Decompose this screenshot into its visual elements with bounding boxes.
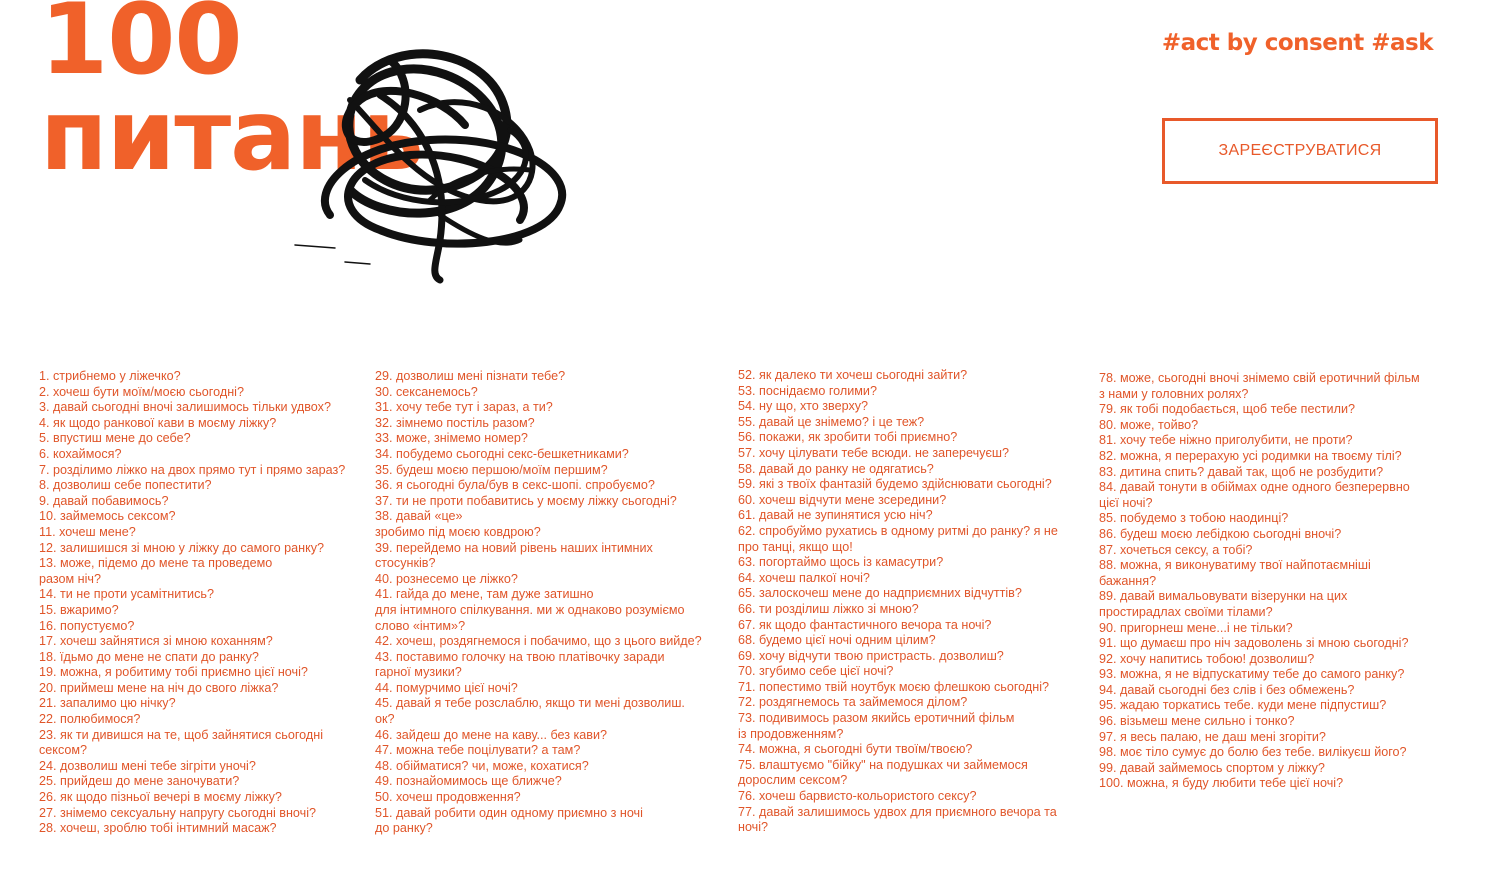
question-line: 34. побудемо сьогодні секс-бешкетниками? <box>375 446 629 461</box>
question-line: 49. познайомимось ще ближче? <box>375 774 562 789</box>
question-line: 47. можна тебе поцілувати? а там? <box>375 743 581 758</box>
question-line: 94. давай сьогодні без слів і без обмежень? <box>1099 682 1355 697</box>
question-line: 43. поставимо голочку на твою платівочку заради <box>375 649 665 664</box>
question-line: 59. які з твоїх фантазій будемо здійснювати сьогодні? <box>738 477 1052 492</box>
question-line: 25. прийдеш до мене заночувати? <box>39 774 240 789</box>
question-line: 100. можна, я буду любити тебе цієї ночі? <box>1099 776 1344 791</box>
question-line: 95. жадаю торкатись тебе. куди мене підпустиш? <box>1099 698 1387 713</box>
question-line: 96. візьмеш мене сильно і тонко? <box>1099 714 1295 729</box>
question-line: 19. можна, я робитиму тобі приємно цієї ночі? <box>39 665 308 680</box>
question-line: 61. давай не зупинятися усю ніч? <box>738 508 933 523</box>
question-line: 75. влаштуємо "бійку" на подушках чи займемося <box>738 757 1028 772</box>
question-line: 6. кохаймося? <box>39 446 122 461</box>
question-line: 33. може, знімемо номер? <box>375 431 528 446</box>
question-line: 1. стрибнемо у ліжечко? <box>39 369 181 383</box>
question-line: 37. ти не проти побавитись у моєму ліжку сьогодні? <box>375 493 677 508</box>
question-line: 74. можна, я сьогодні бути твоїм/твоєю? <box>738 742 973 757</box>
question-line: 14. ти не проти усамітнитись? <box>39 587 214 602</box>
question-line: для інтимного спілкування. ми ж однаково розуміємо <box>375 602 685 617</box>
questions-column-3 <box>738 368 1088 836</box>
question-line: 21. запалимо цю нічку? <box>39 696 176 711</box>
question-line: 63. погортаймо щось із камасутри? <box>738 555 944 570</box>
question-line: 4. як щодо ранкової кави в моєму ліжку? <box>39 415 277 430</box>
question-line: сексом? <box>39 743 88 758</box>
question-line: 15. вжаримо? <box>39 602 119 617</box>
question-line: 54. ну що, хто зверху? <box>738 399 869 414</box>
hashtags: #act by consent #ask <box>1161 30 1433 56</box>
question-line: слово «інтим»? <box>375 618 466 633</box>
question-line: 68. будемо цієї ночі одним цілим? <box>738 633 936 648</box>
question-line: 40. рознесемо це ліжко? <box>375 571 518 586</box>
question-line: 39. перейдемо на новий рівень наших інтимних <box>375 540 653 555</box>
question-line: 17. хочеш зайнятися зі мною коханням? <box>39 634 273 649</box>
question-line: 51. давай робити один одному приємно з ночі <box>375 805 643 820</box>
questions-column-1 <box>39 369 369 837</box>
question-line: 11. хочеш мене? <box>39 524 136 539</box>
question-line: 27. знімемо сексуальну напругу сьогодні вночі? <box>39 805 316 820</box>
question-line: цієї ночі? <box>1099 495 1153 510</box>
question-line: 84. давай тонути в обіймах одне одного безперервно <box>1099 480 1410 495</box>
question-line: 69. хочу відчути твою пристрасть. дозволиш? <box>738 648 1004 663</box>
question-line: 73. подивимось разом якийсь еротичний фільм <box>738 711 1015 726</box>
question-line: 85. побудемо з тобою наодинці? <box>1099 511 1289 526</box>
question-line: 93. можна, я не відпускатиму тебе до самого ранку? <box>1099 667 1405 682</box>
question-line: 62. спробуймо рухатись в одному ритмі до ранку? я не <box>738 523 1058 538</box>
question-line: 55. давай це знімемо? і це теж? <box>738 414 925 429</box>
question-line: разом ніч? <box>39 571 101 586</box>
question-line: з нами у головних ролях? <box>1099 386 1249 401</box>
question-line: 8. дозволиш себе попестити? <box>39 478 212 493</box>
question-line: 87. хочеться сексу, а тобі? <box>1099 542 1253 557</box>
question-line: 89. давай вимальовувати візерунки на цих <box>1099 589 1348 604</box>
question-line: 32. зімнемо постіль разом? <box>375 415 535 430</box>
question-line: 80. може, тойво? <box>1099 417 1199 432</box>
question-line: 13. може, підемо до мене та проведемо <box>39 556 273 571</box>
question-line: 81. хочу тебе ніжно приголубити, не проти? <box>1099 433 1353 448</box>
question-line: бажання? <box>1099 573 1157 588</box>
question-line: 57. хочу цілувати тебе всюди. не заперечуєш? <box>738 445 1009 460</box>
question-line: 90. пригорнеш мене...і не тільки? <box>1099 620 1293 635</box>
scribble-illustration <box>290 40 580 285</box>
question-line: 26. як щодо пізньої вечері в моєму ліжку? <box>39 790 282 805</box>
question-line: 38. давай «це» <box>375 509 463 524</box>
question-line: 41. гайда до мене, там дуже затишно <box>375 587 594 602</box>
title-word: питань <box>40 79 423 193</box>
question-line: 45. давай я тебе розслаблю, якщо ти мені дозволиш. <box>375 696 685 711</box>
question-line: 64. хочеш палкої ночі? <box>738 570 870 585</box>
question-line: ночі? <box>738 820 769 835</box>
question-line: 91. що думаєш про ніч задоволень зі мною сьогодні? <box>1099 636 1409 651</box>
question-line: 3. давай сьогодні вночі залишимось тільки удвох? <box>39 400 331 415</box>
question-line: до ранку? <box>375 821 433 836</box>
question-line: 22. полюбимося? <box>39 712 141 727</box>
question-line: 72. роздягнемось та займемося ділом? <box>738 695 968 710</box>
question-line: 83. дитина спить? давай так, щоб не розбудити? <box>1099 464 1384 479</box>
question-line: 9. давай побавимось? <box>39 493 169 508</box>
question-line: 12. залишишся зі мною у ліжку до самого ранку? <box>39 540 325 555</box>
question-line: дорослим сексом? <box>738 773 848 788</box>
question-line: 46. зайдеш до мене на каву... без кави? <box>375 727 608 742</box>
question-line: 16. попустуємо? <box>39 618 135 633</box>
question-line: із продовженням? <box>738 726 844 741</box>
question-line: 79. як тобі подобається, щоб тебе пестили? <box>1099 402 1355 417</box>
question-line: 52. як далеко ти хочеш сьогодні зайти? <box>738 368 968 382</box>
question-line: простирадлах своїми тілами? <box>1099 604 1273 619</box>
question-line: 29. дозволиш мені пізнати тебе? <box>375 369 566 383</box>
question-line: 35. будеш моєю першою/моїм першим? <box>375 462 608 477</box>
question-line: 31. хочу тебе тут і зараз, а ти? <box>375 400 553 415</box>
question-line: 18. їдьмо до мене не спати до ранку? <box>39 649 259 664</box>
question-line: 2. хочеш бути моїм/моєю сьогодні? <box>39 384 244 399</box>
question-line: 82. можна, я перерахую усі родимки на твоєму тілі? <box>1099 448 1402 463</box>
question-line: гарної музики? <box>375 665 462 680</box>
question-line: ок? <box>375 712 395 727</box>
register-button[interactable]: ЗАРЕЄСТРУВАТИСЯ <box>1162 118 1438 184</box>
question-line: 30. сексанемось? <box>375 384 478 399</box>
question-line: зробимо під моєю ковдрою? <box>375 524 541 539</box>
question-line: 42. хочеш, роздягнемося і побачимо, що з цього вийде? <box>375 634 702 649</box>
question-line: 98. моє тіло сумує до болю без тебе. вилікуєш його? <box>1099 745 1407 760</box>
question-line: 24. дозволиш мені тебе зігріти уночі? <box>39 758 256 773</box>
questions-column-4 <box>1099 371 1444 792</box>
question-line: 7. розділимо ліжко на двох прямо тут і прямо зараз? <box>39 462 346 477</box>
question-line: 77. давай залишимось удвох для приємного вечора та <box>738 804 1057 819</box>
question-line: 70. згубимо себе цієї ночі? <box>738 664 894 679</box>
question-line: 56. покажи, як зробити тобі приємно? <box>738 430 958 445</box>
question-line: 76. хочеш барвисто-кольористого сексу? <box>738 789 977 804</box>
question-line: 78. може, сьогодні вночі знімемо свій еротичний фільм <box>1099 371 1420 385</box>
question-line: 23. як ти дивишся на те, щоб зайнятися сьогодні <box>39 727 323 742</box>
question-line: 97. я весь палаю, не даш мені згоріти? <box>1099 729 1326 744</box>
questions-column-2 <box>375 369 720 837</box>
title-number: 100 <box>40 0 242 97</box>
question-line: 66. ти розділиш ліжко зі мною? <box>738 601 919 616</box>
question-line: 10. займемось сексом? <box>39 509 176 524</box>
question-line: 88. можна, я виконуватиму твої найпотаємніші <box>1099 558 1371 573</box>
question-line: 67. як щодо фантастичного вечора та ночі? <box>738 617 992 632</box>
question-line: 71. попестимо твій ноутбук моєю флешкою сьогодні? <box>738 679 1050 694</box>
question-line: стосунків? <box>375 556 436 571</box>
question-line: 50. хочеш продовження? <box>375 790 521 805</box>
question-line: 5. впустиш мене до себе? <box>39 431 191 446</box>
question-line: 86. будеш моєю лебідкою сьогодні вночі? <box>1099 526 1342 541</box>
question-line: 48. обійматися? чи, може, кохатися? <box>375 758 589 773</box>
question-line: 65. залоскочеш мене до надприємних відчуттів? <box>738 586 1022 601</box>
question-line: про танці, якщо що! <box>738 539 853 554</box>
question-line: 99. давай займемось спортом у ліжку? <box>1099 760 1325 775</box>
question-line: 92. хочу напитись тобою! дозволиш? <box>1099 651 1315 666</box>
question-line: 28. хочеш, зроблю тобі інтимний масаж? <box>39 821 277 836</box>
question-line: 36. я сьогодні була/був в секс-шопі. спробуємо? <box>375 478 655 493</box>
question-line: 44. помурчимо цієї ночі? <box>375 680 518 695</box>
question-line: 20. приймеш мене на ніч до свого ліжка? <box>39 680 279 695</box>
question-line: 58. давай до ранку не одягатись? <box>738 461 934 476</box>
question-line: 53. поснідаємо голими? <box>738 383 877 398</box>
question-line: 60. хочеш відчути мене зсередини? <box>738 492 947 507</box>
